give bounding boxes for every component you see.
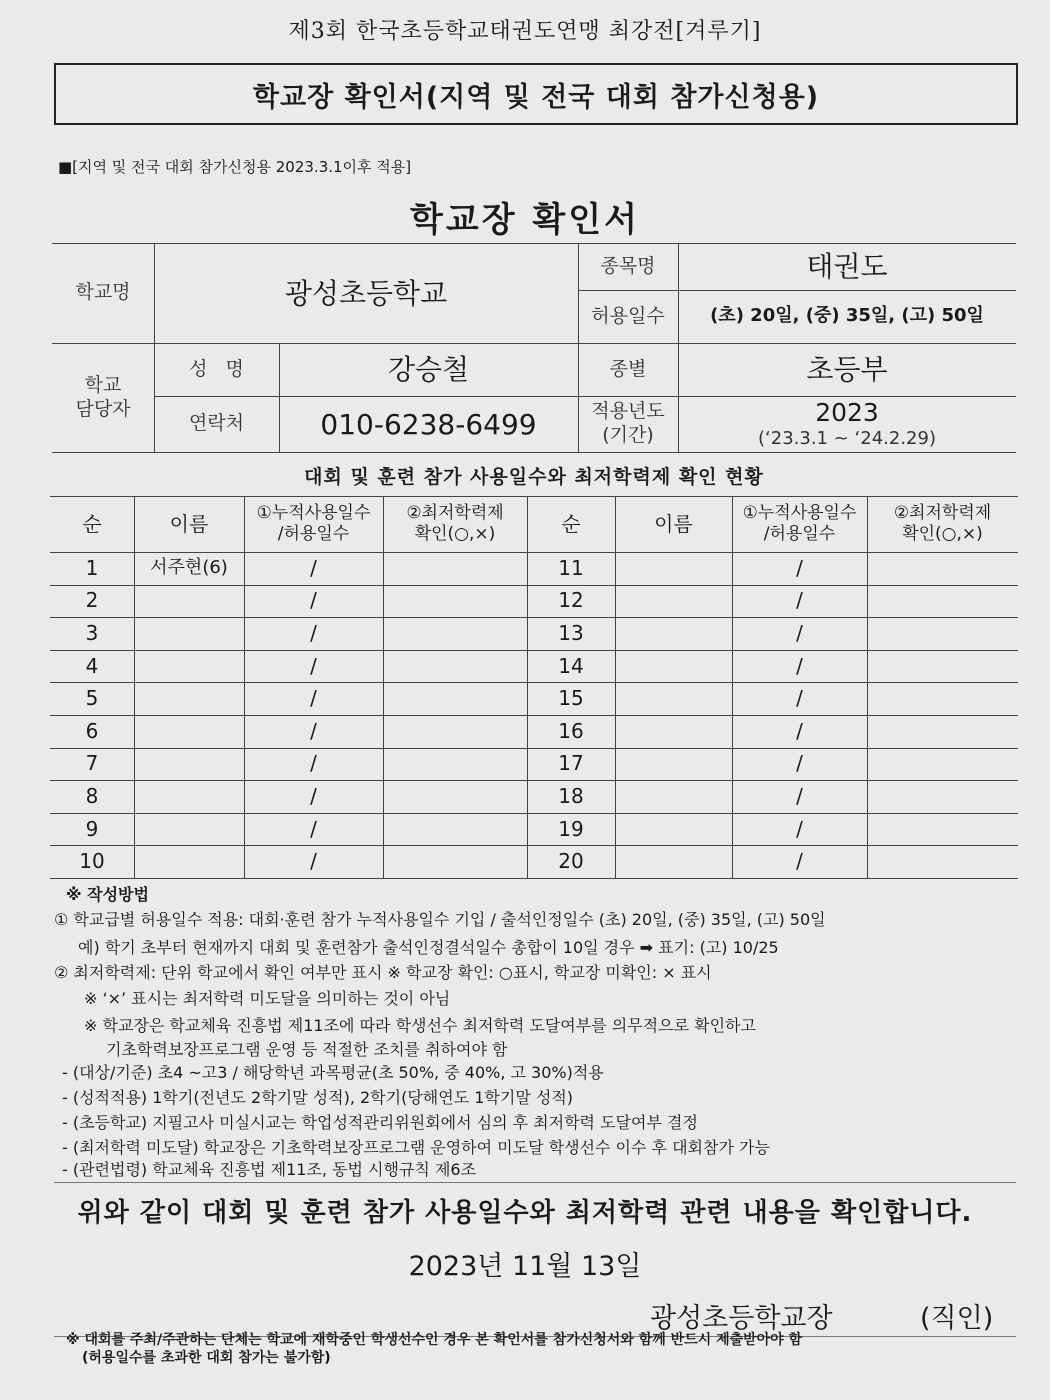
left-row-7-no: 7 (85, 751, 99, 776)
left-row-8-no: 8 (85, 783, 99, 808)
right-header-no: 순 (561, 511, 581, 536)
sport-label: 종목명 (600, 254, 656, 277)
left-row-6-check (383, 715, 527, 748)
left-row-4-days: / (310, 653, 317, 678)
right-row-2-name (615, 585, 732, 618)
footnote-line-1: ※ 대회를 주최/주관하는 단체는 학교에 재학중인 학생선수인 경우 본 확인서를 참가신청서와 함께 반드시 제출받아야 함 (66, 1332, 803, 1348)
manager-label: 학교 담당자 (75, 373, 131, 420)
left-row-6-name (134, 715, 244, 748)
left-row-2-no: 2 (85, 588, 99, 613)
right-row-7-name (615, 748, 732, 781)
right-row-3-check (867, 617, 1018, 650)
allowed-days-label: 허용일수 (591, 304, 665, 327)
usage-table-title: 대회 및 훈련 참가 사용일수와 최저학력제 확인 현황 (304, 466, 764, 488)
footnote-line-2: (허용일수를 초과한 대회 참가는 불가함) (82, 1349, 331, 1366)
right-row-8-name (615, 780, 732, 813)
instruction-line-10: - (초등학교) 지필고사 미실시교는 학업성적관리위원회에서 심의 후 최저학력 도달여부 결정 (62, 1113, 698, 1132)
instruction-line-6: ※ 학교장은 학교체육 진흥법 제11조에 따라 학생선수 최저학력 도달여부를 의무적으로 확인하고 (84, 1016, 756, 1035)
instruction-line-2: ① 학교급별 허용일수 적용: 대회·훈련 참가 누적사용일수 기입 / 출석인정일수 (초) 20일, (중) 35일, (고) 50일 (54, 910, 826, 929)
left-row-4-no: 4 (85, 653, 99, 678)
right-header-name: 이름 (654, 511, 693, 536)
right-row-7-no: 17 (558, 751, 584, 776)
right-row-5-check (867, 682, 1018, 715)
left-row-2-check (383, 585, 527, 618)
left-row-10-check (383, 845, 527, 878)
year-label: 적용년도 (기간) (591, 400, 665, 446)
right-row-5-name (615, 682, 732, 715)
division-label: 종별 (609, 357, 647, 380)
right-row-8-check (867, 780, 1018, 813)
right-row-8-days: / (796, 783, 803, 808)
contact-value: 010-6238-6499 (320, 407, 537, 441)
left-row-3-name (134, 617, 244, 650)
official-seal: (직인) (920, 1303, 994, 1334)
right-row-7-check (867, 748, 1018, 781)
year-period: (‘23.3.1 ~ ‘24.2.29) (758, 428, 936, 450)
division-value: 초등부 (806, 353, 888, 386)
year-value-cell (678, 396, 1016, 452)
right-row-9-check (867, 813, 1018, 846)
left-row-3-no: 3 (85, 620, 99, 645)
left-row-3-days: / (310, 620, 317, 645)
left-row-10-name (134, 845, 244, 878)
right-row-10-days: / (796, 849, 803, 874)
right-row-6-days: / (796, 718, 803, 743)
right-row-2-days: / (796, 588, 803, 613)
person-name-label: 성 명 (189, 357, 244, 380)
right-row-8-no: 18 (558, 783, 584, 808)
right-header-check: ②최저학력제 확인(○,×) (893, 502, 992, 544)
right-row-1-no: 11 (558, 555, 584, 580)
left-header-name: 이름 (169, 511, 209, 536)
left-row-6-days: / (310, 718, 317, 743)
right-row-6-check (867, 715, 1018, 748)
right-row-4-no: 14 (558, 653, 584, 678)
right-row-6-name (615, 715, 732, 748)
instruction-line-1: ※ 작성방법 (66, 885, 149, 904)
principal-signature: 광성초등학교장 (650, 1303, 833, 1334)
left-row-2-name (134, 585, 244, 618)
right-row-7-days: / (796, 751, 803, 776)
right-row-9-days: / (796, 816, 803, 841)
left-row-1-days: / (310, 555, 317, 580)
left-row-5-check (383, 682, 527, 715)
sport-value: 태권도 (806, 250, 888, 283)
left-row-10-no: 10 (79, 849, 105, 874)
left-row-3-check (383, 617, 527, 650)
document-title: 학교장 확인서 (410, 200, 640, 240)
left-header-no: 순 (82, 511, 102, 536)
left-row-7-days: / (310, 751, 317, 776)
footnote (66, 1332, 802, 1367)
left-row-1-no: 1 (85, 555, 99, 580)
right-row-5-days: / (796, 686, 803, 711)
left-row-9-check (383, 813, 527, 846)
right-row-5-no: 15 (558, 686, 584, 711)
instruction-line-12: - (관련법령) 학교체육 진흥법 제11조, 동법 시행규칙 제6조 (62, 1160, 477, 1179)
left-row-5-name (134, 682, 244, 715)
applicability-notice: ■[지역 및 전국 대회 참가신청용 2023.3.1이후 적용] (58, 158, 412, 176)
right-row-1-name (615, 552, 732, 585)
right-row-9-name (615, 813, 732, 846)
contact-label: 연락처 (188, 412, 245, 435)
right-row-1-check (867, 552, 1018, 585)
right-row-4-check (867, 650, 1018, 683)
school-name-label: 학교명 (75, 281, 131, 304)
left-row-9-days: / (310, 816, 317, 841)
instruction-line-3: 예) 학기 초부터 현재까지 대회 및 훈련참가 출석인정결석일수 총합이 10일 경우 ➡ 표기: (고) 10/25 (78, 938, 779, 957)
confirmation-statement: 위와 같이 대회 및 훈련 참가 사용일수와 최저학력 관련 내용을 확인합니다. (77, 1198, 973, 1228)
left-row-5-days: / (310, 686, 317, 711)
right-row-10-no: 20 (558, 849, 584, 874)
left-row-5-no: 5 (85, 686, 99, 711)
left-row-8-name (134, 780, 244, 813)
right-row-9-no: 19 (558, 816, 584, 841)
instruction-line-4: ② 최저학력제: 단위 학교에서 확인 여부만 표시 ※ 학교장 확인: ○표시, 학교장 미확인: × 표시 (54, 963, 712, 982)
instruction-line-9: - (성적적용) 1학기(전년도 2학기말 성적), 2학기(당해연도 1학기말 성적) (62, 1088, 574, 1107)
issue-date: 2023년 11월 13일 (408, 1251, 642, 1282)
left-row-2-days: / (310, 588, 317, 613)
left-row-4-check (383, 650, 527, 683)
right-row-1-days: / (796, 555, 803, 580)
instruction-line-11: - (최저학력 미도달) 학교장은 기초학력보장프로그램 운영하여 미도달 학생선수 이수 후 대회참가 가능 (62, 1138, 770, 1157)
event-title: 제3회 한국초등학교태권도연맹 최강전[겨루기] (288, 19, 762, 44)
left-header-days: ①누적사용일수 /허용일수 (256, 502, 371, 544)
left-row-9-name (134, 813, 244, 846)
right-row-2-no: 12 (558, 588, 584, 613)
left-row-7-check (383, 748, 527, 781)
form-title: 학교장 확인서(지역 및 전국 대회 참가신청용) (252, 81, 820, 113)
form-title-box (54, 63, 1018, 125)
left-row-4-name (134, 650, 244, 683)
left-row-1-check (383, 552, 527, 585)
right-row-4-name (615, 650, 732, 683)
right-row-2-check (867, 585, 1018, 618)
left-row-8-check (383, 780, 527, 813)
right-row-3-no: 13 (558, 620, 584, 645)
left-row-8-days: / (310, 783, 317, 808)
right-header-days: ①누적사용일수 /허용일수 (742, 502, 857, 544)
instruction-line-5: ※ ‘×’ 표시는 최저학력 미도달을 의미하는 것이 아님 (84, 989, 451, 1008)
right-row-10-check (867, 845, 1018, 878)
person-name-value: 강승철 (387, 353, 470, 386)
instruction-line-8: - (대상/기준) 초4 ~고3 / 해당학년 과목평균(초 50%, 중 40%, 고 30%)적용 (62, 1063, 604, 1082)
left-row-9-no: 9 (85, 816, 99, 841)
left-row-6-no: 6 (85, 718, 99, 743)
instruction-line-7: 기초학력보장프로그램 운영 등 적절한 조치를 취하여야 함 (106, 1040, 508, 1059)
left-row-10-days: / (310, 849, 317, 874)
year-value: 2023 (815, 398, 879, 428)
right-row-3-name (615, 617, 732, 650)
right-row-6-no: 16 (558, 718, 584, 743)
school-name-value: 광성초등학교 (284, 276, 448, 310)
left-row-1-name: 서주현(6) (150, 557, 228, 579)
right-row-4-days: / (796, 653, 803, 678)
right-row-10-name (615, 845, 732, 878)
right-row-3-days: / (796, 620, 803, 645)
left-row-7-name (134, 748, 244, 781)
allowed-days-value: (초) 20일, (중) 35일, (고) 50일 (710, 305, 984, 327)
left-header-check: ②최저학력제 확인(○,×) (406, 502, 504, 544)
